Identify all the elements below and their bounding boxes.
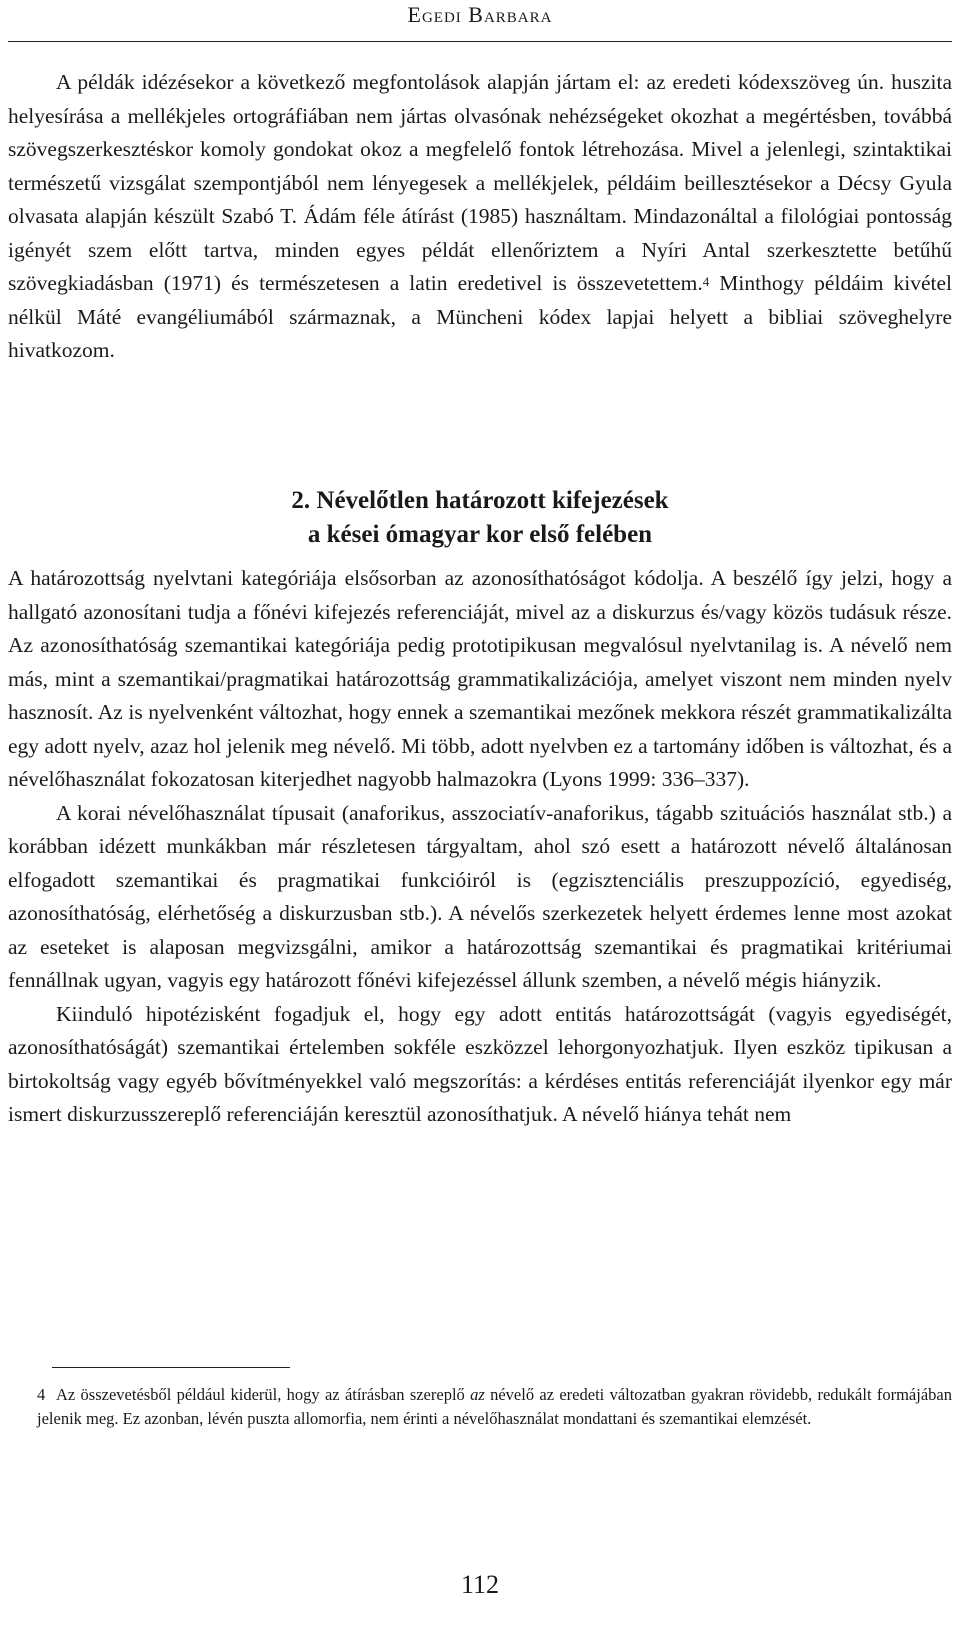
footnote-text-1: Az összevetésből például kiderül, hogy az átírásban szereplő: [56, 1385, 471, 1404]
footnote-number: 4: [37, 1385, 46, 1404]
footnote-divider: [52, 1367, 290, 1368]
page-number: 112: [460, 1570, 500, 1599]
section-heading: [8, 484, 952, 552]
footnote-text-2: névelő az eredeti változatban gyakran rövidebb, redukált formájában jelenik meg. Ez azonban, lévén puszta allomorfia, nem érinti a névelőhasználat mondattani és szemantikai elemzését.: [37, 1385, 952, 1428]
intro-text-1: A példák idézésekor a következő megfontolások alapján jártam el: az eredeti kódexszöveg ún. huszita helyesírása a mellékjeles ortográfiában nem jártas olvasónak nehézségeket okozhat a megértésben, továbbá szövegszerkesztéskor komoly gondokat okoz a megfelelő fontok létrehozása. Mivel a jelenlegi, szintaktikai természetű vizsgálat szempontjából nem lényegesek a mellékjelek, példáim beillesztésekor a Décsy Gyula olvasata alapján készült Szabó T. Ádám féle átírást (1985) használtam. Mindazonáltal a filológiai pontosság igényét szem előtt tartva, minden egyes példát ellenőriztem a Nyíri Antal szerkesztette betűhű szövegkiadásban (1971) és természetesen a latin eredetivel is összevetettem.: [8, 70, 952, 295]
footnote-reference[interactable]: 4: [702, 274, 710, 289]
intro-text-2: Minthogy példáim kivétel nélkül Máté evangéliumából származnak, a Müncheni kódex lapjai helyett a bibliai szöveghelyre hivatkozom.: [8, 271, 952, 362]
body-paragraph-1: A határozottság nyelvtani kategóriája elsősorban az azonosíthatóságot kódolja. A beszélő így jelzi, hogy a hallgató azonosítani tudja a főnévi kifejezés referenciáját, mivel az a diskurzus és/vagy közös tudásuk része. Az azonosíthatóság szemantikai kategóriája pedig prototipikusan megvalósul nyelvtanilag is. A névelő nem más, mint a szemantikai/pragmatikai határozottság grammatikalizációja, amelyet viszont nem minden nyelv hasznosít. Az is nyelvenként változhat, hogy ennek a szemantikai mezőnek mekkora részét grammatikalizálta egy adott nyelv, azaz hol jelenik meg névelő. Mi több, adott nyelvben ez a tartomány időben is változhat, és a névelőhasználat fokozatosan kiterjedhet nagyobb halmazokra (Lyons 1999: 336–337).: [8, 566, 952, 791]
body-paragraph-3: Kiinduló hipotézisként fogadjuk el, hogy egy adott entitás határozottságát (vagyis egyediségét, azonosíthatóságát) szemantikai értelemben sokféle eszközzel lehorgonyozhatjuk. Ilyen eszköz tipikusan a birtokoltság vagy egyéb bővítményekkel való megszorítás: a kérdéses entitás referenciáját ilyenkor egy már ismert diskurzusszereplő referenciáján keresztül azonosíthatjuk. A névelő hiánya tehát nem: [8, 1001, 952, 1126]
running-header: [8, 0, 952, 42]
body-paragraph-2: A korai névelőhasználat típusait (anaforikus, asszociatív-anaforikus, tágabb szituációs használat stb.) a korábban idézett munkákban már részletesen tárgyaltam, ahol szó esett a határozott névelő általánosan elfogadott szemantikai és pragmatikai funkcióiról is (egzisztenciális preszuppozíció, egyediség, azonosíthatóság, elérhetőség a diskurzusban stb.). A névelős szerkezetek helyett érdemes lenne most azokat az eseteket is alaposan megvizsgálni, amikor a határozottság szemantikai és pragmatikai kritériumai fennállnak ugyan, vagyis egy határozott főnévi kifejezéssel állunk szemben, a névelő mégis hiányzik.: [8, 800, 952, 992]
footnote-emphasis: az: [470, 1385, 485, 1404]
section-heading-line-1: 2. Névelőtlen határozott kifejezések: [291, 487, 669, 514]
section-heading-line-2: a kései ómagyar kor első felében: [307, 521, 653, 548]
footnote: [37, 1383, 952, 1431]
intro-section: [8, 66, 952, 368]
section-body: [8, 562, 952, 1132]
running-title: Egedi Barbara: [407, 2, 553, 27]
intro-paragraph: [8, 66, 952, 368]
